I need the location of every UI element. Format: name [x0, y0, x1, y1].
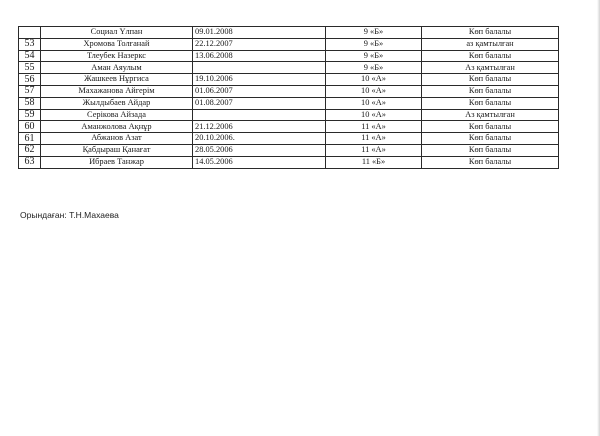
table-row: [19, 50, 559, 62]
student-name-cell: Серікова Айзада: [41, 109, 193, 121]
class-cell: 11 «А»: [326, 144, 422, 156]
table-row: [19, 85, 559, 97]
social-status-cell: Көп балалы: [422, 50, 559, 62]
class-cell: 9 «Б»: [326, 50, 422, 62]
class-cell: 9 «Б»: [326, 38, 422, 50]
birth-date-cell: 14.05.2006: [193, 156, 326, 168]
birth-date-cell: [193, 109, 326, 121]
class-cell: 9 «Б»: [326, 27, 422, 39]
birth-date-cell: 01.06.2007: [193, 85, 326, 97]
birth-date-cell: 01.08.2007: [193, 97, 326, 109]
table-row: [19, 133, 559, 145]
row-number-cell: 62: [19, 144, 41, 156]
social-status-cell: Көп балалы: [422, 74, 559, 86]
table-row: [19, 97, 559, 109]
row-number-cell: 57: [19, 85, 41, 97]
class-cell: 11 «А»: [326, 121, 422, 133]
row-number-cell: 60: [19, 121, 41, 133]
student-name-cell: Хромова Толғанай: [41, 38, 193, 50]
birth-date-cell: 22.12.2007: [193, 38, 326, 50]
row-number-cell: 63: [19, 156, 41, 168]
table-row: [19, 144, 559, 156]
table-row: [19, 38, 559, 50]
social-status-cell: Көп балалы: [422, 27, 559, 39]
table-body: [19, 27, 559, 169]
row-number-cell: 58: [19, 97, 41, 109]
table-row: [19, 27, 559, 39]
student-table: [18, 26, 559, 169]
row-number-cell: 56: [19, 74, 41, 86]
social-status-cell: Көп балалы: [422, 85, 559, 97]
row-number-cell: 54: [19, 50, 41, 62]
social-status-cell: Көп балалы: [422, 97, 559, 109]
table-row: [19, 74, 559, 86]
social-status-cell: аз қамтылған: [422, 38, 559, 50]
row-number-cell: 59: [19, 109, 41, 121]
student-name-cell: Тлеубек Назеркс: [41, 50, 193, 62]
birth-date-cell: 13.06.2008: [193, 50, 326, 62]
class-cell: 10 «А»: [326, 85, 422, 97]
social-status-cell: Көп балалы: [422, 156, 559, 168]
table-row: [19, 62, 559, 74]
student-name-cell: Махажанова Айгерім: [41, 85, 193, 97]
student-name-cell: Қабдыраш Қанағат: [41, 144, 193, 156]
row-number-cell: 61: [19, 133, 41, 145]
birth-date-cell: 21.12.2006: [193, 121, 326, 133]
student-name-cell: Ибраев Танжар: [41, 156, 193, 168]
student-name-cell: Жылдыбаев Айдар: [41, 97, 193, 109]
prepared-by-signature-line: Орындаған: Т.Н.Махаева: [20, 210, 119, 220]
social-status-cell: Көп балалы: [422, 144, 559, 156]
class-cell: 11 «Б»: [326, 156, 422, 168]
student-name-cell: Аманжолова Ақнұр: [41, 121, 193, 133]
birth-date-cell: 20.10.2006.: [193, 133, 326, 145]
table-row: [19, 156, 559, 168]
student-name-cell: Аман Аяулым: [41, 62, 193, 74]
row-number-cell: 55: [19, 62, 41, 74]
class-cell: 10 «А»: [326, 109, 422, 121]
social-status-cell: Көп балалы: [422, 133, 559, 145]
table-row: [19, 121, 559, 133]
social-status-cell: Көп балалы: [422, 121, 559, 133]
birth-date-cell: 19.10.2006: [193, 74, 326, 86]
birth-date-cell: 28.05.2006: [193, 144, 326, 156]
student-name-cell: Социал Үлпан: [41, 27, 193, 39]
student-name-cell: Абжанов Азат: [41, 133, 193, 145]
row-number-cell: 53: [19, 38, 41, 50]
class-cell: 11 «А»: [326, 133, 422, 145]
social-status-cell: Аз қамтылған: [422, 62, 559, 74]
student-name-cell: Жашкеев Нұргиса: [41, 74, 193, 86]
social-status-cell: Аз қамтылған: [422, 109, 559, 121]
class-cell: 10 «А»: [326, 97, 422, 109]
birth-date-cell: [193, 62, 326, 74]
table-row: [19, 109, 559, 121]
birth-date-cell: 09.01.2008: [193, 27, 326, 39]
row-number-cell: [19, 27, 41, 39]
class-cell: 10 «А»: [326, 74, 422, 86]
class-cell: 9 «Б»: [326, 62, 422, 74]
